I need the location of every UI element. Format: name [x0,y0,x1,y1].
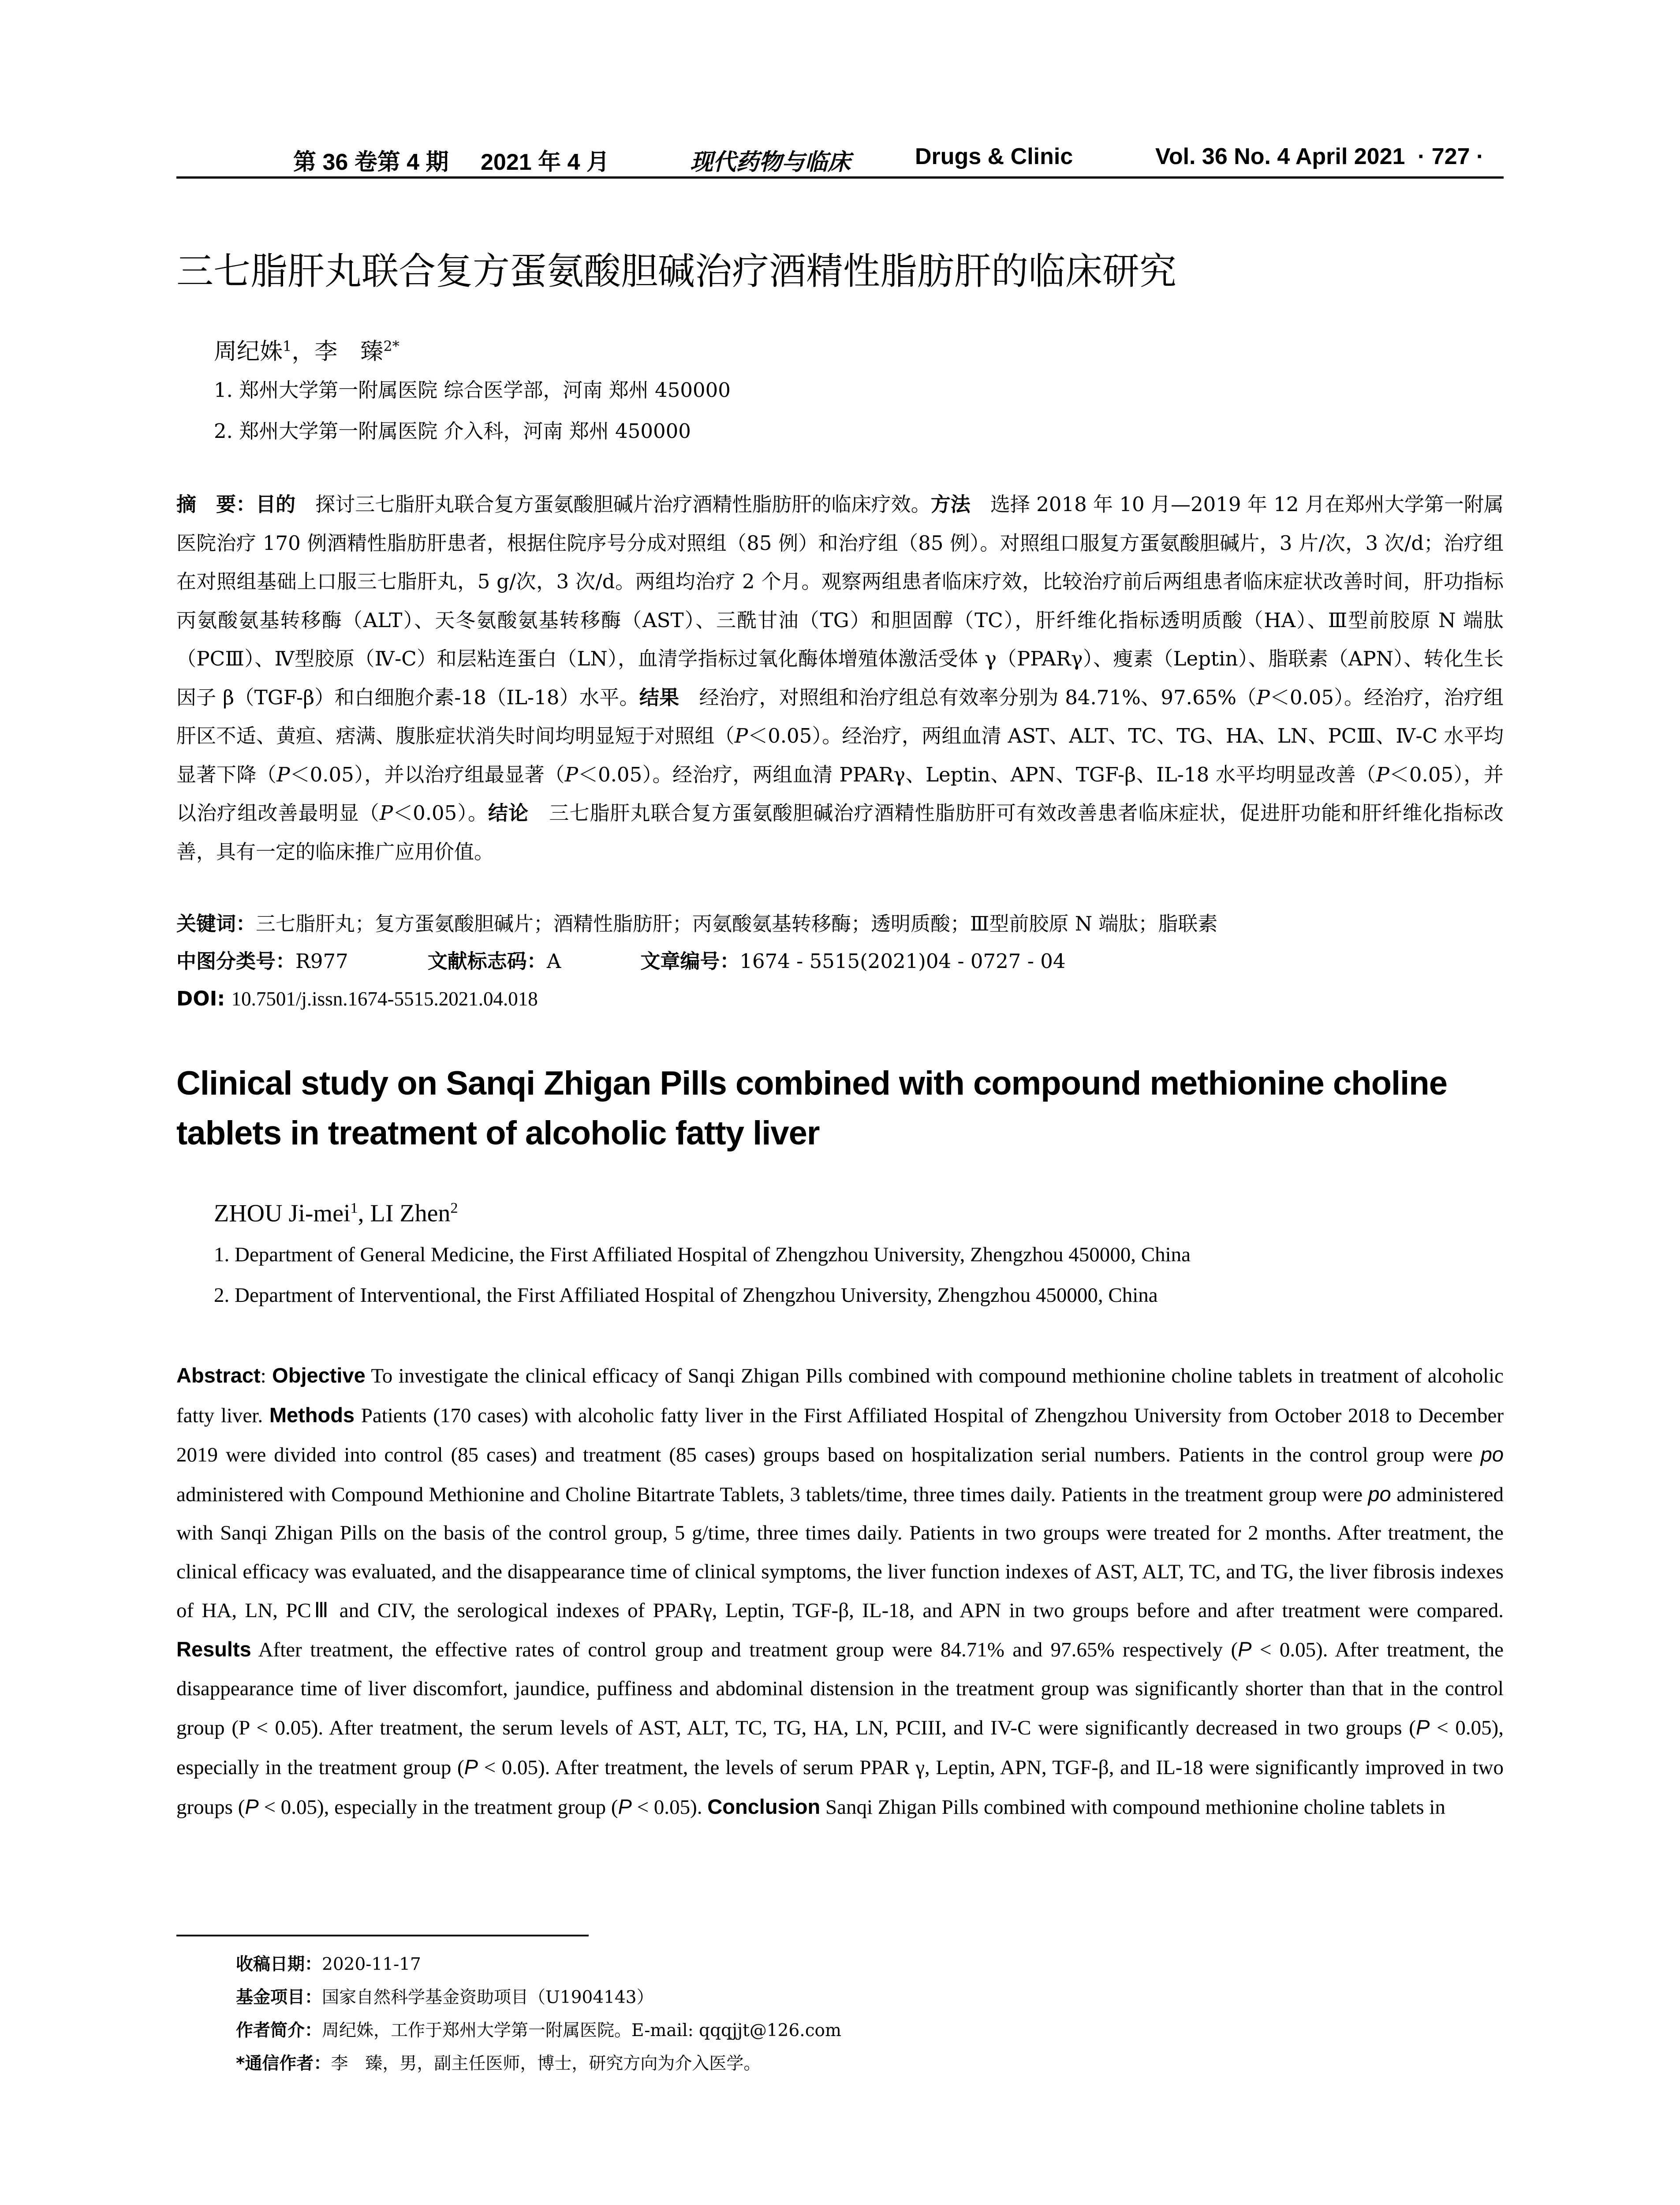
author2-en-sup: 2 [450,1200,458,1216]
corresponding-label: *通信作者： [236,2054,331,2074]
methods-cn-label: 方法 [930,493,971,516]
methods-en-text: Patients (170 cases) with alcoholic fatty liver in the First Affiliated Hospital of Zhengzhou University from October 2018 to December 2019 were divided into control (85 cases) and treatment (85 cases) groups based on hospitalization serial numbers. Patients in the control group were [176,1404,1504,1467]
author-sep-en: , [358,1200,370,1227]
header-page-number: · 727 · [1418,144,1484,169]
abstract-cn-label: 摘 要： [176,493,256,516]
clc-value: R977 [295,949,348,973]
results-cn-text: ＜0.05），并以治疗组最显著（ [290,762,565,786]
received-label: 收稿日期： [236,1955,322,1974]
footnote-corresponding [236,2048,761,2079]
footnote-received [236,1949,421,1980]
classification-line [176,944,1066,979]
corresponding-text: 李 臻，男，副主任医师，博士，研究方向为介入医学。 [331,2054,761,2074]
doi-value: 10.7501/j.issn.1674-5515.2021.04.018 [231,988,538,1010]
results-en-text: < 0.05). [631,1795,708,1819]
results-en-text: < 0.05), especially in the treatment group ( [176,1716,1504,1779]
results-cn-label: 结果 [639,685,679,709]
results-en-label: Results [176,1637,251,1661]
article-number-label: 文章编号： [640,949,740,973]
results-cn-text: ＜0.05）。经治疗，两组血清 AST、ALT、TC、TG、HA、LN、PCⅢ、Ⅳ-C 水平均显著下降（ [176,724,1504,786]
doi-label: DOI: [176,987,225,1010]
p-value-symbol: P [245,1794,259,1818]
results-cn-text: ＜0.05）。经治疗，两组血清 PPARγ、Leptin、APN、TGF-β、IL-18 水平均明显改善（ [578,762,1376,786]
po-abbreviation: po [1480,1443,1504,1466]
p-value-symbol: P [1415,1715,1430,1739]
methods-en-label: Methods [269,1403,355,1427]
results-en-text: < 0.05), especially in the treatment group ( [258,1795,618,1819]
methods-en-text: administered with Sanqi Zhigan Pills on the basis of the control group, 5 g/time, three times daily. Patients in two groups were treated for 2 months. After treatment, the clinical efficacy was evaluated, and the disappearance time of clinical symptoms, the liver function indexes of AST, ALT, TC, and TG, the liver fibrosis indexes of HA, LN, PCⅢ and CIV, the serological indexes of PPARγ, Leptin, TGF-β, IL-18, and APN in two groups before and after treatment were compared. [176,1483,1504,1622]
bio-label: 作者简介： [236,2021,322,2041]
doc-code-value: A [546,949,561,973]
doc-code-label: 文献标志码： [427,949,547,973]
results-cn-text: ＜0.05），并以治疗组改善最明显（ [176,762,1504,825]
p-value-symbol: P [1376,762,1389,786]
methods-en-text: administered with Compound Methionine and Choline Bitartrate Tablets, 3 tablets/time, three times daily. Patients in the treatment group were [176,1483,1368,1506]
author2-sup: 2* [383,338,399,355]
footnote-rule [176,1935,589,1936]
header-journal-cn: 现代药物与临床 [690,149,851,176]
conclusion-cn-label: 结论 [488,801,529,825]
author1-sup: 1 [283,338,292,355]
clc-label: 中图分类号： [176,949,296,973]
results-cn-text: ＜0.05）。经治疗，治疗组肝区不适、黄疸、痞满、腹胀症状消失时间均明显短于对照组（ [176,685,1504,747]
conclusion-en-text: Sanqi Zhigan Pills combined with compound methionine choline tablets in [820,1795,1445,1819]
title-cn: 三七脂肝丸联合复方蛋氨酸胆碱治疗酒精性脂肪肝的临床研究 [176,250,1177,293]
abstract-cn [176,485,1504,871]
authors-cn [214,329,399,369]
abstract-en-colon: : [260,1364,273,1387]
article-number-value: 1674 - 5515(2021)04 - 0727 - 04 [739,949,1066,973]
keywords-cn-label: 关键词： [176,912,256,935]
objective-cn-label: 目的 [256,493,296,516]
footnote-fund [236,1982,654,2013]
title-en: Clinical study on Sanqi Zhigan Pills combined with compound methionine choline tablets in treatment of alcoholic fatty liver [176,1065,1447,1152]
author2-cn: 李 臻 [314,338,384,365]
p-value-symbol: P [1256,685,1270,709]
objective-en-text: To investigate the clinical efficacy of Sanqi Zhigan Pills combined with compound methionine choline tablets in treatment of alcoholic fatty liver. [176,1364,1504,1427]
conclusion-en-label: Conclusion [707,1794,821,1818]
authors-en [214,1191,458,1231]
p-value-symbol: P [734,724,748,747]
p-value-symbol: P [276,762,290,786]
results-cn-text: ＜0.05）。 [393,801,489,825]
po-abbreviation: po [1368,1482,1391,1506]
abstract-en-label: Abstract [176,1364,261,1387]
author2-en: LI Zhen [370,1200,451,1227]
author1-cn: 周纪姝 [214,338,283,365]
methods-cn-text: 选择 2018 年 10 月—2019 年 12 月在郑州大学第一附属医院治疗 170 例酒精性脂肪肝患者，根据住院序号分成对照组（85 例）和治疗组（85 例）。对照组口服复方蛋氨酸胆碱片，3 片/次，3 次/d；治疗组在对照组基础上口服三七脂肝丸，5 g/次，3 次/d。两组均治疗 2 个月。观察两组患者临床疗效，比较治疗前后两组患者临床症状改善时间，肝功指标丙氨酸氨基转移酶（ALT）、天冬氨酸氨基转移酶（AST）、三酰甘油（TG）和胆固醇（TC），肝纤维化指标透明质酸（HA）、Ⅲ型前胶原 N 端肽（PCⅢ）、Ⅳ型胶原（Ⅳ-C）和层粘连蛋白（LN），血清学指标过氧化酶体增殖体激活受体 γ（PPARγ）、瘦素（Leptin）、脂联素（APN）、转化生长因子 β（TGF-β）和白细胞介素-18（IL-18）水平。 [176,493,1504,709]
fund-text: 国家自然科学基金资助项目（U1904143） [322,1988,654,2007]
header-rule [176,176,1504,179]
header-volume-en: Vol. 36 No. 4 April 2021 [1155,144,1405,169]
affiliation-en-2: 2. Department of Interventional, the First Affiliated Hospital of Zhengzhou University, Zhengzhou 450000, China [214,1284,1158,1307]
abstract-en [176,1356,1504,1827]
p-value-symbol: P [464,1755,478,1779]
affiliation-cn-2: 2. 郑州大学第一附属医院 介入科，河南 郑州 450000 [214,419,691,443]
p-value-symbol: P [564,762,578,786]
results-en-text: < 0.05). After treatment, the levels of serum PPAR γ, Leptin, APN, TGF-β, and IL-18 were significantly improved in two groups ( [176,1756,1504,1819]
header-journal-en: Drugs & Clinic [915,144,1073,169]
results-cn-text: 经治疗，对照组和治疗组总有效率分别为 84.71%、97.65%（ [679,685,1257,709]
p-value-symbol: P [379,801,393,825]
results-en-text: < 0.05). After treatment, the disappearance time of liver discomfort, jaundice, puffiness and abdominal distension in the treatment group was significantly shorter than that in the control group (P < 0.05). After treatment, the serum levels of AST, ALT, TC, TG, HA, LN, PCIII, and IV-C were significantly decreased in two groups ( [176,1638,1504,1740]
objective-en-label: Objective [272,1364,366,1387]
results-en-text: After treatment, the effective rates of control group and treatment group were 84.71% and 97.65% respectively ( [251,1638,1238,1662]
header-volume-cn: 第 36 卷第 4 期 [293,149,449,175]
p-value-symbol: P [1238,1637,1252,1661]
running-header [176,132,1504,176]
affiliation-en-1: 1. Department of General Medicine, the First Affiliated Hospital of Zhengzhou University, Zhengzhou 450000, China [214,1243,1191,1266]
author-sep-cn: ， [291,338,315,365]
affiliation-cn-1: 1. 郑州大学第一附属医院 综合医学部，河南 郑州 450000 [214,378,731,402]
p-value-symbol: P [618,1794,632,1818]
footnote-bio [236,2015,841,2046]
doi-line [176,981,538,1017]
received-date: 2020-11-17 [322,1955,421,1974]
author1-en-sup: 1 [350,1200,358,1216]
objective-cn-text: 探讨三七脂肝丸联合复方蛋氨酸胆碱片治疗酒精性脂肪肝的临床疗效。 [295,493,931,516]
bio-text: 周纪姝，工作于郑州大学第一附属医院。E-mail: qqqjjt@126.com [322,2021,841,2041]
author1-en: ZHOU Ji-mei [214,1200,351,1227]
fund-label: 基金项目： [236,1988,322,2007]
conclusion-cn-text: 三七脂肝丸联合复方蛋氨酸胆碱治疗酒精性脂肪肝可有效改善患者临床症状，促进肝功能和肝纤维化指标改善，具有一定的临床推广应用价值。 [176,801,1504,863]
keywords-cn-text: 三七脂肝丸；复方蛋氨酸胆碱片；酒精性脂肪肝；丙氨酸氨基转移酶；透明质酸；Ⅲ型前胶原 N 端肽；脂联素 [256,912,1218,935]
keywords-cn [176,906,1217,942]
header-date-cn: 2021 年 4 月 [481,149,609,175]
